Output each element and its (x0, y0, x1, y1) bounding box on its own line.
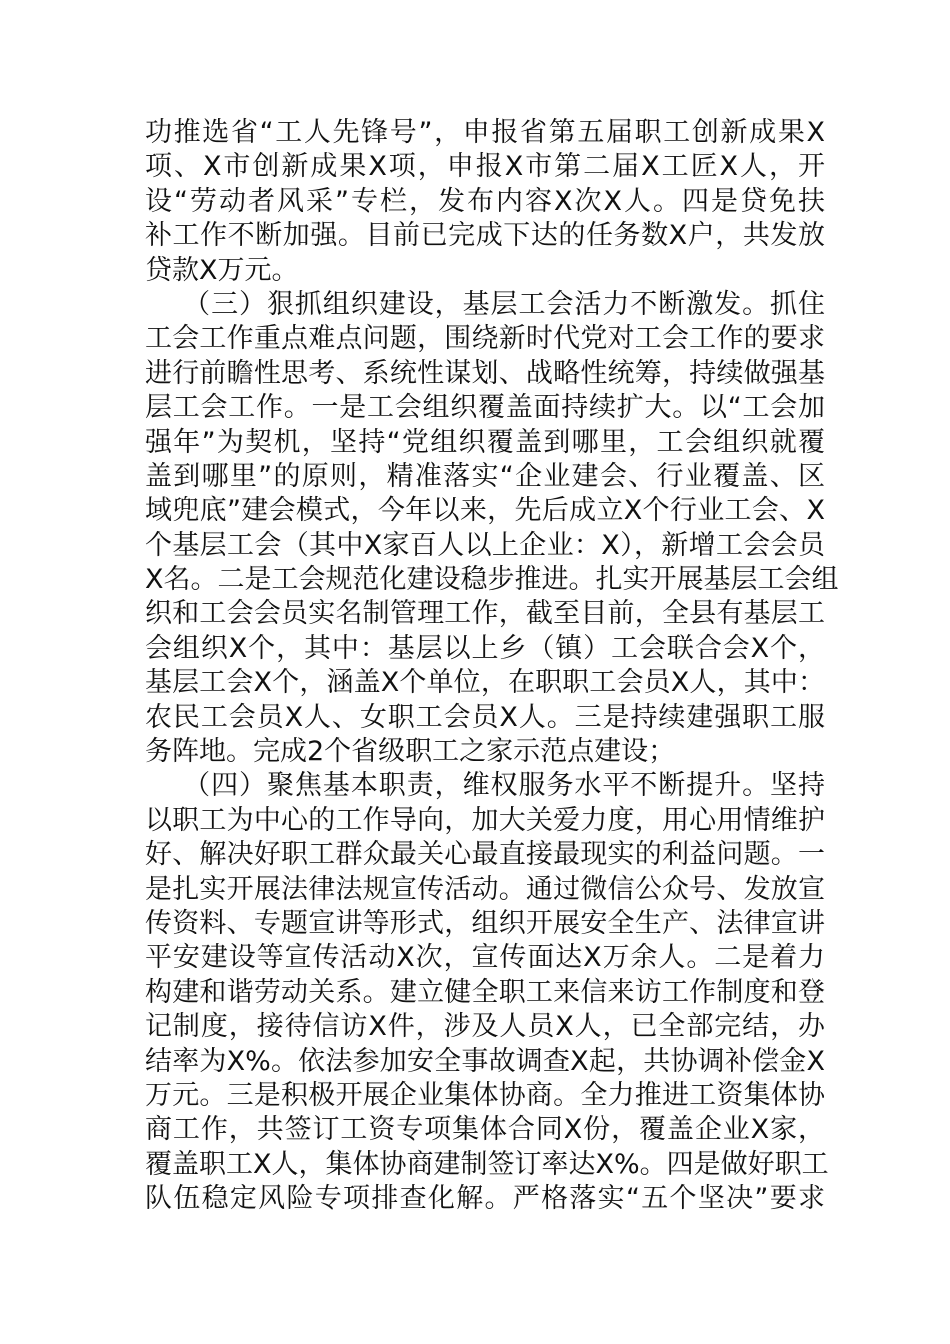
text-line: 设“劳动者风采”专栏，发布内容X次X人。四是贷免扶 (145, 185, 825, 217)
text-line: 商工作，共签订工资专项集体合同X份，覆盖企业X家， (145, 1114, 825, 1146)
text-line: 队伍稳定风险专项排查化解。严格落实“五个坚决”要求 (145, 1183, 825, 1215)
text-line: 农民工会员X人、女职工会员X人。三是持续建强职工服 (145, 701, 825, 733)
text-line: 进行前瞻性思考、系统性谋划、战略性统筹，持续做强基 (145, 357, 825, 389)
text-line: X名。二是工会规范化建设稳步推进。扎实开展基层工会组 (145, 564, 839, 596)
text-line: 平安建设等宣传活动X次，宣传面达X万余人。二是着力 (145, 942, 825, 974)
text-line: 记制度，接待信访X件，涉及人员X人，已全部完结，办 (145, 1011, 825, 1043)
text-line: 盖到哪里”的原则，精准落实“企业建会、行业覆盖、区 (145, 460, 825, 492)
text-line: 强年”为契机，坚持“党组织覆盖到哪里，工会组织就覆 (145, 426, 825, 458)
text-line: （三）狠抓组织建设，基层工会活力不断激发。抓住 (145, 288, 825, 320)
text-line: 好、解决好职工群众最关心最直接最现实的利益问题。一 (145, 839, 825, 871)
text-line: 个基层工会（其中X家百人以上企业：X），新增工会会员 (145, 529, 825, 561)
text-line: 结率为X%。依法参加安全事故调查X起，共协调补偿金X (145, 1045, 825, 1077)
text-line: 层工会工作。一是工会组织覆盖面持续扩大。以“工会加 (145, 392, 825, 424)
text-line: 覆盖职工X人，集体协商建制签订率达X%。四是做好职工 (145, 1148, 829, 1180)
text-line: 会组织X个，其中：基层以上乡（镇）工会联合会X个， (145, 632, 825, 664)
text-line: 是扎实开展法律法规宣传活动。通过微信公众号、发放宣 (145, 873, 825, 905)
text-line: 工会工作重点难点问题，围绕新时代党对工会工作的要求 (145, 323, 825, 355)
text-line: 域兜底”建会模式，今年以来，先后成立X个行业工会、X (145, 495, 825, 527)
text-line: 务阵地。完成2个省级职工之家示范点建设； (145, 736, 676, 768)
text-line: 基层工会X个，涵盖X个单位，在职职工会员X人，其中： (145, 667, 825, 699)
text-line: 织和工会会员实名制管理工作，截至目前，全县有基层工 (145, 598, 825, 630)
text-line: 传资料、专题宣讲等形式，组织开展安全生产、法律宣讲 (145, 907, 825, 939)
text-line: 构建和谐劳动关系。建立健全职工来信来访工作制度和登 (145, 976, 825, 1008)
text-line: 贷款X万元。 (145, 254, 299, 286)
document-body-text (145, 116, 839, 1217)
text-line: 项、X市创新成果X项，申报X市第二届X工匠X人，开 (145, 151, 825, 183)
text-line: 功推选省“工人先锋号”，申报省第五届职工创新成果X (145, 117, 825, 148)
text-line: 以职工为中心的工作导向，加大关爱力度，用心用情维护 (145, 804, 825, 836)
text-line: 补工作不断加强。目前已完成下达的任务数X户，共发放 (145, 220, 825, 252)
text-line: 万元。三是积极开展企业集体协商。全力推进工资集体协 (145, 1079, 825, 1111)
text-line: （四）聚焦基本职责，维权服务水平不断提升。坚持 (145, 770, 825, 802)
